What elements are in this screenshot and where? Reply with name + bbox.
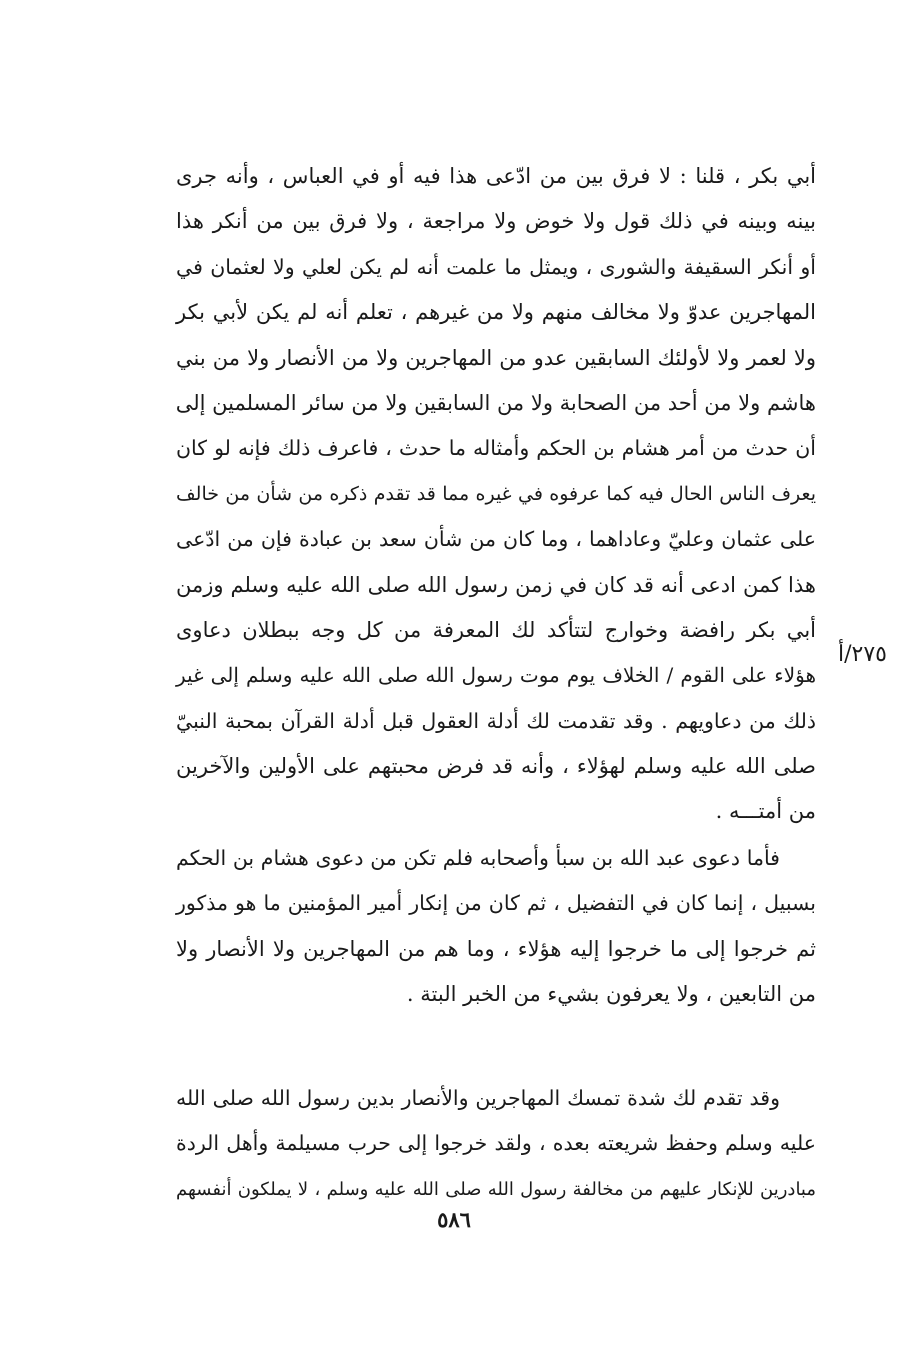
text-line: يعرف الناس الحال فيه كما عرفوه في غيره مما قد تقدم ذكره من شأن من خالف <box>176 482 816 505</box>
text-line: هاشم ولا من أحد من الصحابة ولا من السابقين ولا من سائر المسلمين إلى <box>175 390 816 415</box>
text-line: وقد تقدم لك شدة تمسك المهاجرين والأنصار بدين رسول الله صلى الله <box>176 1086 780 1110</box>
text-line: من أمتـــه . <box>715 799 816 824</box>
paragraph-2 <box>176 836 816 1018</box>
text-line: أبي بكر ، قلنا : لا فرق بين من ادّعى هذا فيه أو في العباس ، وأنه جرى <box>176 164 816 188</box>
text-line: بسبيل ، إنما كان في التفضيل ، ثم كان من إنكار أمير المؤمنين ما هو مذكور <box>176 891 817 916</box>
text-line: صلى الله عليه وسلم لهؤلاء ، وأنه قد فرض محبتهم على الأولين والآخرين <box>176 754 816 779</box>
text-line: ولا لعمر ولا لأولئك السابقين عدو من المهاجرين ولا من الأنصار ولا من بني <box>176 345 816 370</box>
text-line: مبادرين للإنكار عليهم من مخالفة رسول الله صلى الله عليه وسلم ، لا يملكون أنفسهم <box>176 1178 816 1200</box>
text-line: أن حدث من أمر هشام بن الحكم وأمثاله ما حدث ، فاعرف ذلك فإنه لو كان <box>176 436 816 461</box>
text-line: ذلك من دعاويهم . وقد تقدمت لك أدلة العقول قبل أدلة القرآن بمحبة النبيّ <box>176 708 816 733</box>
text-line: من التابعين ، ولا يعرفون بشيء من الخبر البتة . <box>406 982 816 1007</box>
text-line: هذا كمن ادعى أنه قد كان في زمن رسول الله صلى الله عليه وسلم وزمن <box>176 572 816 597</box>
text-line: أو أنكر السقيفة والشورى ، ويمثل ما علمت أنه لم يكن لعلي ولا لعثمان في <box>176 254 816 279</box>
text-line: على عثمان وعليّ وعاداهما ، وما كان من شأن سعد بن عبادة فإن من ادّعى <box>176 527 816 552</box>
paragraph-3 <box>176 1076 816 1212</box>
text-line: بينه وبينه في ذلك قول ولا خوض ولا مراجعة ، ولا فرق بين من أنكر هذا <box>176 209 816 234</box>
text-line: هؤلاء على القوم / الخلاف يوم موت رسول الله صلى الله عليه وسلم إلى غير <box>176 663 816 688</box>
text-line: فأما دعوى عبد الله بن سبأ وأصحابه فلم تكن من دعوى هشام بن الحكم <box>176 846 780 870</box>
page-number: ٥٨٦ <box>437 1207 471 1232</box>
paragraph-1 <box>176 154 816 835</box>
manuscript-folio-marker: ٢٧٥/أ <box>838 642 887 667</box>
text-line: ثم خرجوا إلى ما خرجوا إليه هؤلاء ، وما هم من المهاجرين ولا الأنصار ولا <box>176 936 816 961</box>
text-line: المهاجرين عدوّ ولا مخالف منهم ولا من غيرهم ، تعلم أنه لم يكن لأبي بكر <box>176 300 816 325</box>
text-line: أبي بكر رافضة وخوارج لتتأكد لك المعرفة من كل وجه ببطلان دعاوى <box>176 617 816 642</box>
text-line: عليه وسلم وحفظ شريعته بعده ، ولقد خرجوا إلى حرب مسيلمة وأهل الردة <box>176 1131 816 1156</box>
